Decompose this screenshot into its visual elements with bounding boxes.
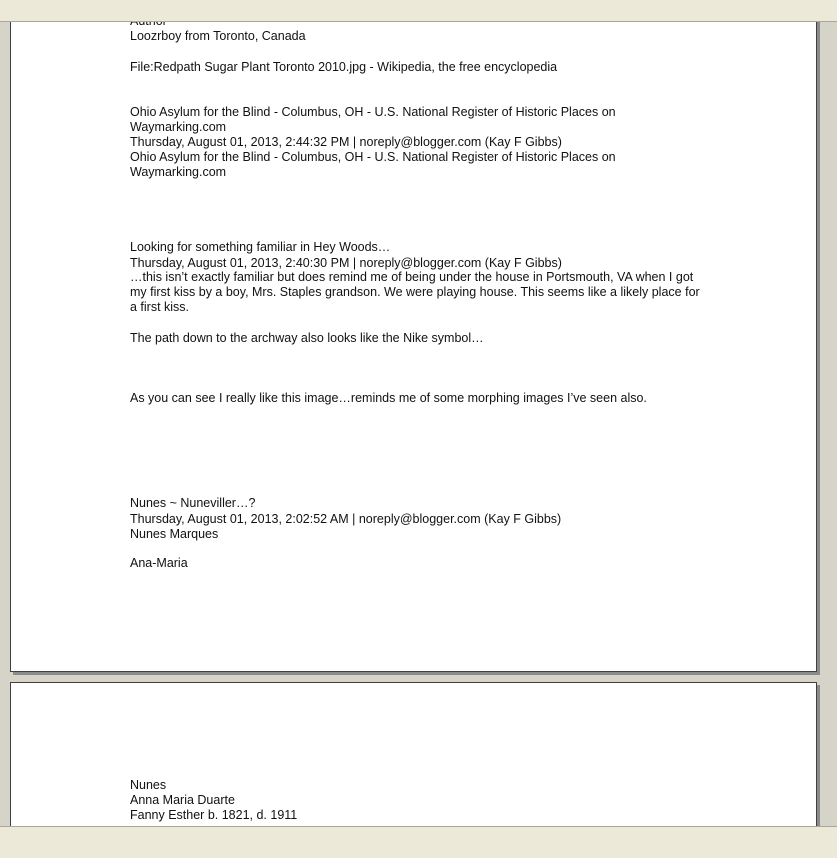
entry-paragraph: The path down to the archway also looks like the Nike symbol… xyxy=(130,331,484,345)
genealogy-line: Anna Maria Duarte xyxy=(130,793,235,807)
entry-title[interactable]: Nunes ~ Nuneviller…? xyxy=(130,496,256,510)
entry-line: Nunes Marques xyxy=(130,527,219,541)
entry-meta: Thursday, August 01, 2013, 2:44:32 PM | noreply@blogger.com (Kay F Gibbs) xyxy=(130,135,562,149)
entry-paragraph: …this isn’t exactly familiar but does remind me of being under the house in Portsmouth, VA when I got my first kiss by a boy, Mrs. Staples grandson. We were playing house. This seems like a likely place for a first kiss. xyxy=(130,270,700,314)
file-link[interactable]: File:Redpath Sugar Plant Toronto 2010.jpg - Wikipedia, the free encyclopedia xyxy=(130,60,558,74)
entry-title[interactable]: Ohio Asylum for the Blind - Columbus, OH - U.S. National Register of Historic Places on Waymarking.com xyxy=(130,105,616,134)
entry-meta: Thursday, August 01, 2013, 2:40:30 PM | noreply@blogger.com (Kay F Gibbs) xyxy=(130,256,562,270)
viewer-bottom-bar xyxy=(0,826,837,858)
author-name: Loozrboy from Toronto, Canada xyxy=(130,29,306,43)
viewer-top-bar xyxy=(0,0,837,22)
entry-paragraph: As you can see I really like this image…reminds me of some morphing images I’ve seen also. xyxy=(130,391,647,405)
entry-meta: Thursday, August 01, 2013, 2:02:52 AM | noreply@blogger.com (Kay F Gibbs) xyxy=(130,512,562,526)
entry-body: Ohio Asylum for the Blind - Columbus, OH - U.S. National Register of Historic Places on Waymarking.com xyxy=(130,150,616,179)
genealogy-line: Fanny Esther b. 1821, d. 1911 xyxy=(130,808,298,822)
entry-title[interactable]: Looking for something familiar in Hey Woods… xyxy=(130,240,391,254)
entry-line: Ana-Maria xyxy=(130,556,188,570)
genealogy-line: Nunes xyxy=(130,778,167,792)
document-page-1 xyxy=(10,0,817,672)
